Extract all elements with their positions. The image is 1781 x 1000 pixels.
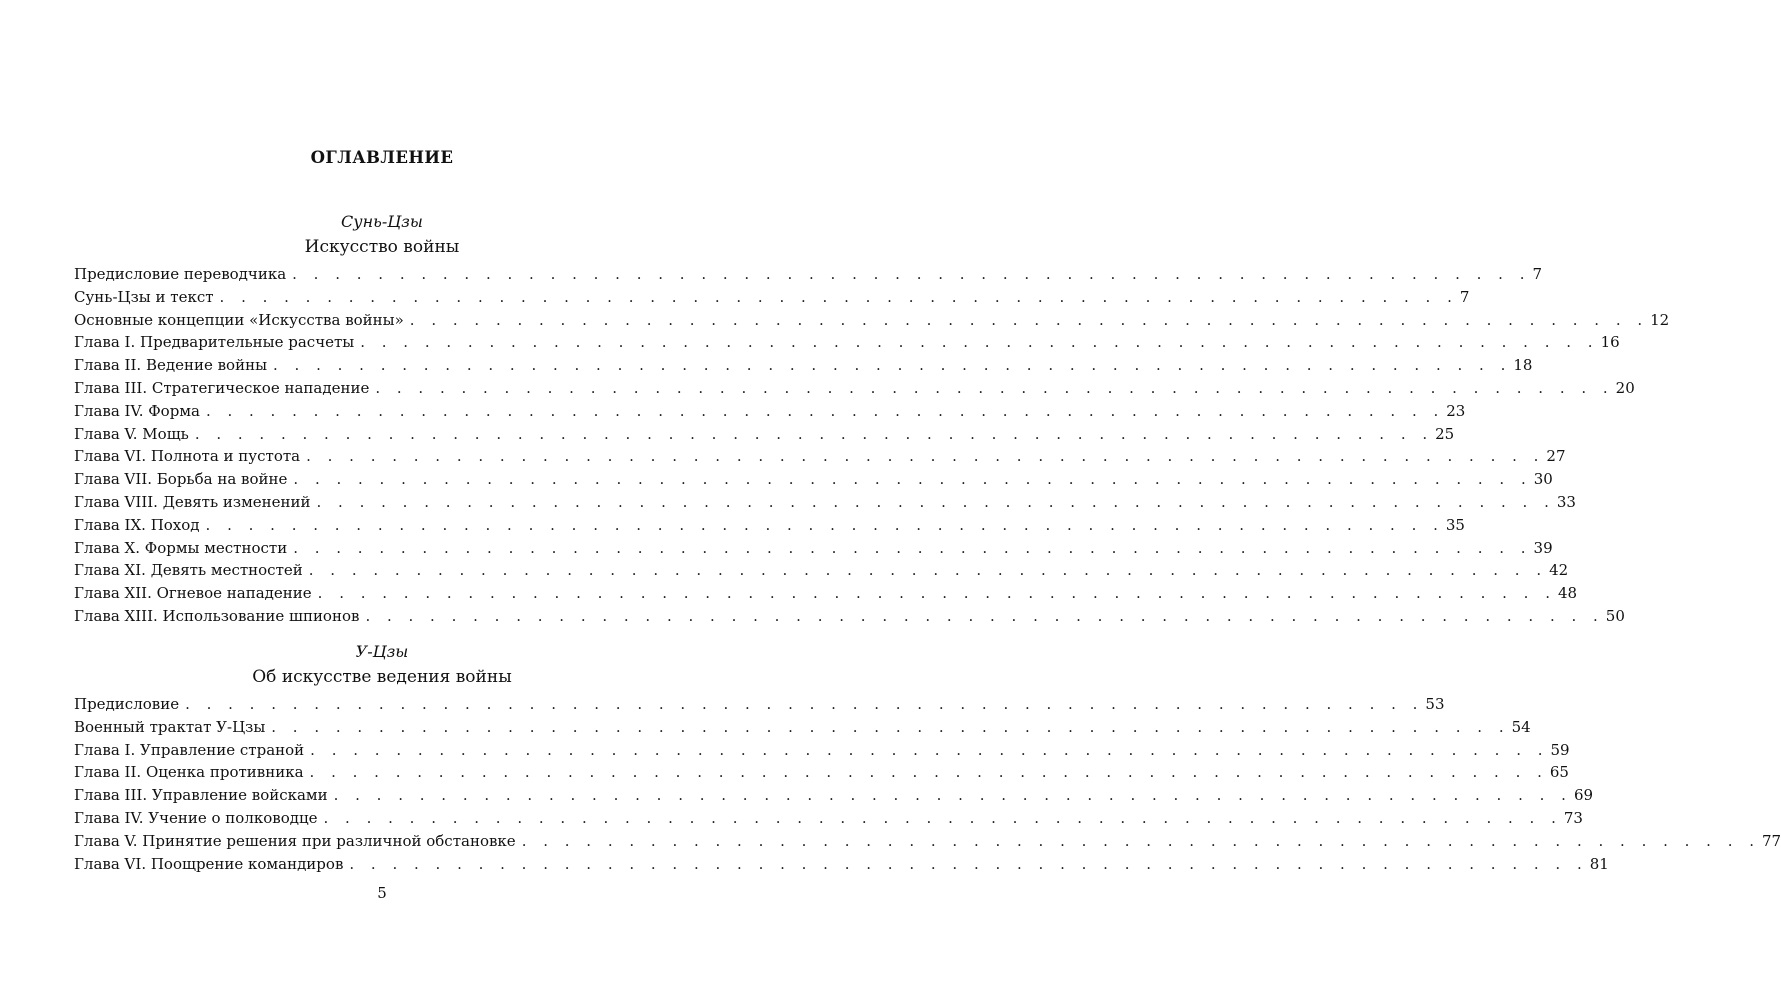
toc-entry-list	[74, 693, 1781, 875]
toc-entry-title: Основные концепции «Искусства войны»	[74, 310, 404, 329]
toc-entry[interactable]	[74, 830, 1781, 853]
toc-entry[interactable]	[74, 400, 1466, 423]
toc-entry-title: Военный трактат У-Цзы	[74, 717, 266, 736]
dot-leader: . . . . . . . . . . . . . . . . . . . . . . . . . . . . . . . . . . . . . . . . . . . . . . . . . . . . . . . . . .	[293, 470, 1532, 489]
toc-entry[interactable]	[74, 514, 1465, 537]
dot-leader: . . . . . . . . . . . . . . . . . . . . . . . . . . . . . . . . . . . . . . . . . . . . . . . . . . . . . . . . . .	[293, 538, 1532, 557]
toc-entry-title: Глава II. Оценка противника	[74, 763, 304, 782]
toc-section	[74, 640, 1781, 875]
book-page	[74, 0, 1781, 1000]
toc-entry[interactable]	[74, 559, 1569, 582]
toc-entry-page: 23	[1444, 400, 1465, 423]
dot-leader: . . . . . . . . . . . . . . . . . . . . . . . . . . . . . . . . . . . . . . . . . . . . . . . . . . . . . . . . . .	[521, 831, 1761, 850]
dot-leader: . . . . . . . . . . . . . . . . . . . . . . . . . . . . . . . . . . . . . . . . . . . . . . . . . . . . . . . . . .	[306, 447, 1545, 466]
toc-entry-title: Глава XII. Огневое нападение	[74, 584, 312, 603]
dot-leader: . . . . . . . . . . . . . . . . . . . . . . . . . . . . . . . . . . . . . . . . . . . . . . . . . . . . . . . . . .	[309, 763, 1548, 782]
toc-entry[interactable]	[74, 445, 1566, 468]
toc-entry-page: 30	[1532, 468, 1553, 491]
toc-entry-page: 7	[1530, 263, 1542, 286]
toc-entry-page: 73	[1562, 807, 1583, 830]
toc-entry-title: Предисловие	[74, 695, 180, 713]
toc-entry-page: 33	[1555, 491, 1576, 514]
toc-entry[interactable]	[74, 263, 1543, 286]
toc-entry[interactable]	[74, 716, 1531, 739]
toc-entry-title: Глава I. Управление страной	[74, 740, 305, 759]
toc-entry[interactable]	[74, 468, 1553, 491]
toc-entry[interactable]	[74, 807, 1583, 830]
toc-title: ОГЛАВЛЕНИЕ	[310, 148, 454, 167]
toc-entry-page: 54	[1510, 716, 1531, 739]
dot-leader: . . . . . . . . . . . . . . . . . . . . . . . . . . . . . . . . . . . . . . . . . . . . . . . . . . . . . . . . . .	[194, 424, 1434, 443]
section-book-title: Искусство войны	[304, 237, 460, 257]
toc-entry-list	[74, 263, 1670, 628]
toc-entry[interactable]	[74, 377, 1635, 400]
toc-entry-title: Глава IV. Форма	[74, 401, 200, 420]
dot-leader: . . . . . . . . . . . . . . . . . . . . . . . . . . . . . . . . . . . . . . . . . . . . . . . . . . . . . . . . . .	[317, 584, 1556, 603]
toc-entry[interactable]	[74, 309, 1670, 332]
toc-entry-title: Предисловие переводчика	[74, 265, 287, 283]
toc-entry-title: Глава VII. Борьба на войне	[74, 470, 288, 489]
toc-entry[interactable]	[74, 739, 1570, 762]
toc-entry[interactable]	[74, 491, 1576, 514]
section-author: Сунь-Цзы	[341, 212, 423, 231]
dot-leader: . . . . . . . . . . . . . . . . . . . . . . . . . . . . . . . . . . . . . . . . . . . . . . . . . . . . . . . . . .	[333, 786, 1572, 805]
toc-entry-title: Глава III. Управление войсками	[74, 786, 328, 805]
dot-leader: . . . . . . . . . . . . . . . . . . . . . . . . . . . . . . . . . . . . . . . . . . . . . . . . . . . . . . . . . .	[349, 854, 1588, 873]
toc-entry-title: Глава II. Ведение войны	[74, 356, 268, 375]
dot-leader: . . . . . . . . . . . . . . . . . . . . . . . . . . . . . . . . . . . . . . . . . . . . . . . . . . . . . . . . . .	[205, 401, 1445, 420]
dot-leader: . . . . . . . . . . . . . . . . . . . . . . . . . . . . . . . . . . . . . . . . . . . . . . . . . . . . . . . . . .	[292, 265, 1531, 283]
toc-entry-page: 69	[1572, 784, 1593, 807]
toc-entry-title: Глава VIII. Девять изменений	[74, 492, 311, 511]
toc-entry-page: 50	[1604, 605, 1625, 628]
toc-entry-page: 81	[1588, 853, 1609, 876]
section-author: У-Цзы	[355, 642, 409, 661]
toc-entry-title: Глава V. Принятие решения при различной обстановке	[74, 831, 516, 850]
toc-entry-title: Глава VI. Поощрение командиров	[74, 854, 344, 873]
dot-leader: . . . . . . . . . . . . . . . . . . . . . . . . . . . . . . . . . . . . . . . . . . . . . . . . . . . . . . . . . .	[365, 606, 1604, 625]
dot-leader: . . . . . . . . . . . . . . . . . . . . . . . . . . . . . . . . . . . . . . . . . . . . . . . . . . . . . . . . . .	[375, 378, 1614, 397]
page-number: 5	[377, 884, 387, 902]
toc-entry[interactable]	[74, 582, 1578, 605]
toc-entry-page: 27	[1544, 445, 1565, 468]
toc-entry-page: 65	[1548, 761, 1569, 784]
toc-entry-page: 20	[1614, 377, 1635, 400]
toc-entry-title: Глава IV. Учение о полководце	[74, 808, 318, 827]
toc-entry[interactable]	[74, 286, 1470, 309]
toc-entry-title: Глава V. Мощь	[74, 424, 189, 443]
toc-entry[interactable]	[74, 423, 1455, 446]
toc-entry-title: Глава III. Стратегическое нападение	[74, 378, 370, 397]
toc-entry-title: Глава XI. Девять местностей	[74, 561, 303, 580]
toc-entry[interactable]	[74, 354, 1533, 377]
toc-entry[interactable]	[74, 537, 1553, 560]
toc-entry[interactable]	[74, 331, 1620, 354]
toc-entry-page: 16	[1599, 331, 1620, 354]
toc-entry-page: 7	[1458, 286, 1470, 309]
dot-leader: . . . . . . . . . . . . . . . . . . . . . . . . . . . . . . . . . . . . . . . . . . . . . . . . . . . . . . . . . .	[310, 740, 1549, 759]
dot-leader: . . . . . . . . . . . . . . . . . . . . . . . . . . . . . . . . . . . . . . . . . . . . . . . . . . . . . . . . . .	[323, 808, 1562, 827]
dot-leader: . . . . . . . . . . . . . . . . . . . . . . . . . . . . . . . . . . . . . . . . . . . . . . . . . . . . . . . . . .	[219, 287, 1458, 306]
toc-entry-page: 77	[1760, 830, 1781, 853]
toc-entry-page: 25	[1433, 423, 1454, 446]
toc-entry[interactable]	[74, 784, 1594, 807]
toc-entry[interactable]	[74, 693, 1445, 716]
section-book-title: Об искусстве ведения войны	[252, 667, 512, 687]
toc-entry-page: 48	[1556, 582, 1577, 605]
dot-leader: . . . . . . . . . . . . . . . . . . . . . . . . . . . . . . . . . . . . . . . . . . . . . . . . . . . . . . . . . .	[205, 515, 1444, 534]
dot-leader: . . . . . . . . . . . . . . . . . . . . . . . . . . . . . . . . . . . . . . . . . . . . . . . . . . . . . . . . . .	[273, 356, 1512, 375]
toc-entry-title: Глава I. Предварительные расчеты	[74, 333, 355, 352]
dot-leader: . . . . . . . . . . . . . . . . . . . . . . . . . . . . . . . . . . . . . . . . . . . . . . . . . . . . . . . . . .	[308, 561, 1548, 580]
toc-entry[interactable]	[74, 853, 1609, 876]
toc-section	[74, 210, 1670, 628]
toc-entry-page: 42	[1547, 559, 1568, 582]
toc-entry-title: Глава X. Формы местности	[74, 538, 288, 557]
dot-leader: . . . . . . . . . . . . . . . . . . . . . . . . . . . . . . . . . . . . . . . . . . . . . . . . . . . . . . . . . .	[271, 717, 1510, 736]
dot-leader: . . . . . . . . . . . . . . . . . . . . . . . . . . . . . . . . . . . . . . . . . . . . . . . . . . . . . . . . . .	[409, 310, 1649, 329]
toc-entry-title: Сунь-Цзы и текст	[74, 287, 214, 306]
toc-entry[interactable]	[74, 605, 1625, 628]
toc-entry-page: 59	[1549, 739, 1570, 762]
toc-entry-title: Глава IX. Поход	[74, 515, 200, 534]
toc-entry-page: 53	[1423, 693, 1444, 716]
dot-leader: . . . . . . . . . . . . . . . . . . . . . . . . . . . . . . . . . . . . . . . . . . . . . . . . . . . . . . . . . .	[360, 333, 1599, 352]
toc-entry[interactable]	[74, 761, 1569, 784]
toc-entry-title: Глава VI. Полнота и пустота	[74, 447, 301, 466]
dot-leader: . . . . . . . . . . . . . . . . . . . . . . . . . . . . . . . . . . . . . . . . . . . . . . . . . . . . . . . . . .	[316, 492, 1555, 511]
toc-entry-page: 18	[1511, 354, 1532, 377]
toc-entry-page: 35	[1444, 514, 1465, 537]
toc-entry-page: 12	[1648, 309, 1669, 332]
toc-entry-page: 39	[1532, 537, 1553, 560]
dot-leader: . . . . . . . . . . . . . . . . . . . . . . . . . . . . . . . . . . . . . . . . . . . . . . . . . . . . . . . . . .	[185, 695, 1424, 713]
toc-entry-title: Глава XIII. Использование шпионов	[74, 606, 360, 625]
